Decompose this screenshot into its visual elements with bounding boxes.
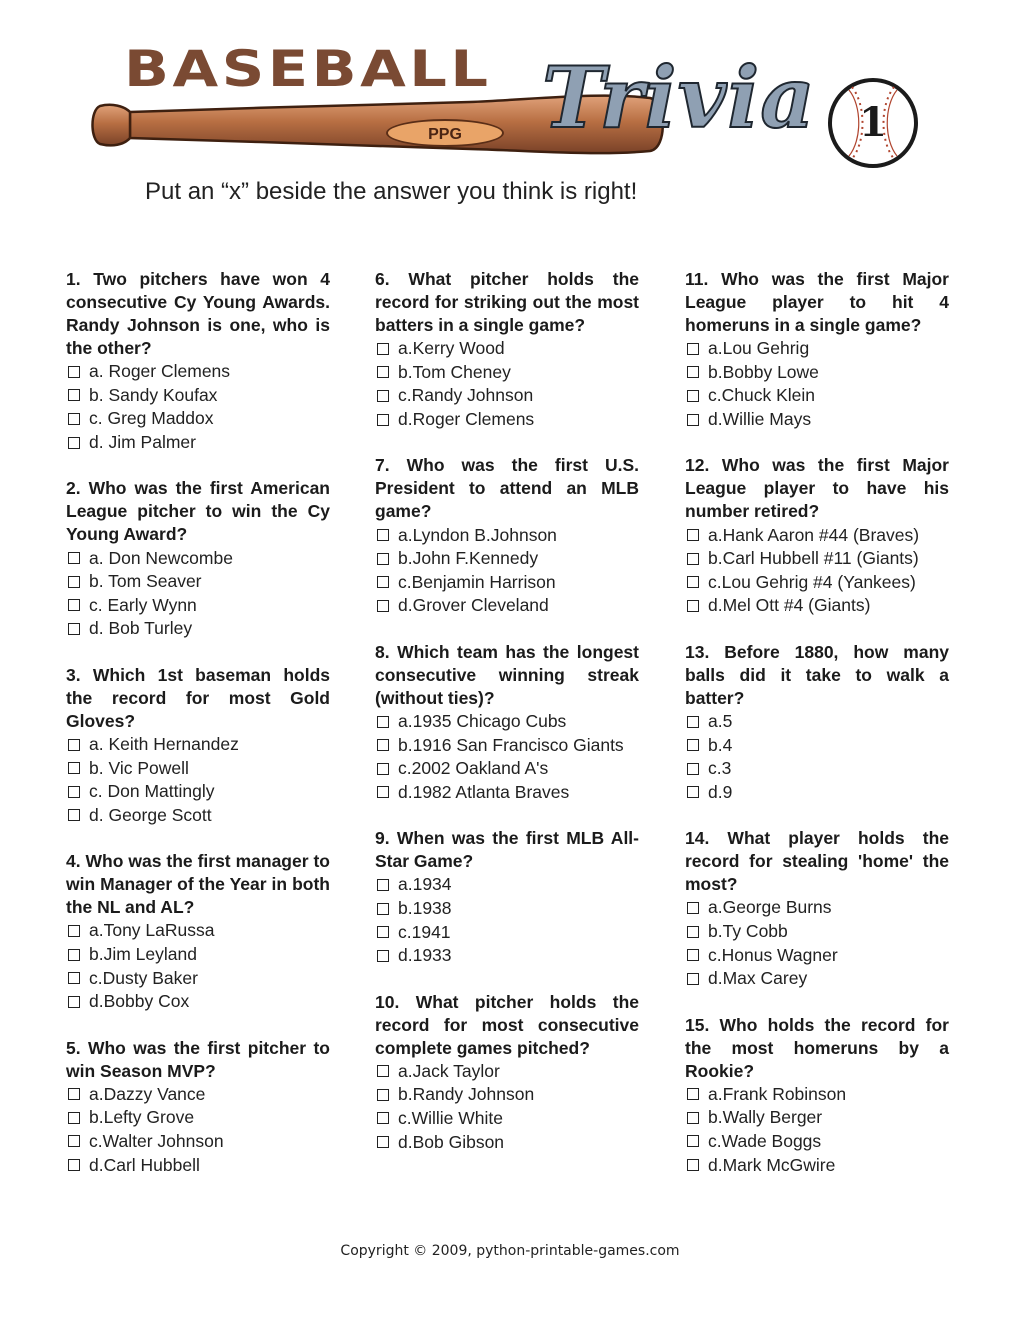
question-block	[375, 454, 639, 617]
question-text: 11. Who was the first Major League player to hit 4 homeruns in a single game?	[685, 269, 949, 335]
answer-label: d.Mark McGwire	[708, 1154, 836, 1175]
answer-checkbox[interactable]	[68, 1088, 80, 1100]
question-text: 10. What pitcher holds the record for most consecutive complete games pitched?	[375, 991, 639, 1058]
answer-checkbox[interactable]	[687, 414, 699, 426]
answer-option	[66, 966, 330, 990]
answer-label: c.Benjamin Harrison	[398, 571, 556, 592]
answer-label: b.1938	[398, 898, 452, 919]
question-column-3	[685, 268, 949, 1200]
answer-checkbox[interactable]	[377, 553, 389, 565]
answer-option	[375, 1130, 639, 1154]
answer-option	[375, 384, 639, 408]
answer-option	[685, 337, 949, 361]
answer-option	[66, 431, 330, 455]
answer-option	[375, 337, 639, 361]
answer-label: a.Jack Taylor	[398, 1060, 500, 1081]
answer-options	[685, 1083, 949, 1177]
answer-label: c.Chuck Klein	[708, 385, 815, 406]
answer-option	[66, 780, 330, 804]
answer-label: b.4	[708, 734, 733, 755]
question-block	[685, 268, 949, 431]
header	[0, 0, 1020, 240]
answer-label: c.Dusty Baker	[89, 967, 198, 988]
answer-checkbox[interactable]	[377, 414, 389, 426]
question-text: 14. What player holds the record for stealing 'home' the most?	[685, 828, 949, 895]
answer-checkbox[interactable]	[377, 1089, 389, 1101]
answer-checkbox[interactable]	[377, 366, 389, 378]
question-block	[66, 664, 330, 827]
answer-option	[375, 594, 639, 618]
answer-label: a.Hank Aaron #44 (Braves)	[708, 524, 920, 545]
answer-option	[66, 1083, 330, 1107]
answer-option	[66, 384, 330, 408]
answer-option	[685, 733, 949, 757]
answer-checkbox[interactable]	[68, 1112, 80, 1124]
answer-label: a. Roger Clemens	[89, 361, 231, 382]
question-block	[66, 850, 330, 1013]
answer-label: c. Early Wynn	[89, 594, 197, 615]
answer-label: b.John F.Kennedy	[398, 548, 539, 569]
answer-checkbox[interactable]	[687, 739, 699, 751]
answer-option	[685, 594, 949, 618]
answer-options	[66, 546, 330, 640]
answer-options	[685, 523, 949, 617]
answer-option	[66, 617, 330, 641]
answer-checkbox[interactable]	[687, 973, 699, 985]
answer-checkbox[interactable]	[68, 552, 80, 564]
question-column-2	[375, 268, 639, 1177]
answer-checkbox[interactable]	[377, 529, 389, 541]
answer-label: b.1916 San Francisco Giants	[398, 734, 624, 755]
answer-label: d.Roger Clemens	[398, 409, 535, 430]
answer-checkbox[interactable]	[687, 763, 699, 775]
answer-option	[375, 757, 639, 781]
answer-label: d.Willie Mays	[708, 409, 812, 430]
answer-checkbox[interactable]	[377, 903, 389, 915]
title-trivia: Trivia	[542, 48, 816, 147]
answer-checkbox[interactable]	[687, 926, 699, 938]
question-block	[375, 268, 639, 431]
question-text: 4. Who was the first manager to win Manager of the Year in both the NL and AL?	[66, 851, 330, 918]
answer-checkbox[interactable]	[68, 389, 80, 401]
answer-option	[685, 547, 949, 571]
answer-option	[66, 990, 330, 1014]
answer-option	[685, 896, 949, 920]
answer-option	[66, 943, 330, 967]
question-text: 9. When was the first MLB All-Star Game?	[375, 828, 639, 872]
answer-checkbox[interactable]	[68, 413, 80, 425]
answer-option	[685, 1153, 949, 1177]
answer-option	[375, 547, 639, 571]
answer-checkbox[interactable]	[68, 739, 80, 751]
answer-option	[66, 756, 330, 780]
answer-label: a.Lou Gehrig	[708, 338, 810, 359]
answer-checkbox[interactable]	[687, 343, 699, 355]
answer-label: d.Max Carey	[708, 968, 808, 989]
question-block	[685, 641, 949, 804]
answer-checkbox[interactable]	[377, 390, 389, 402]
answer-options	[685, 896, 949, 990]
answer-checkbox[interactable]	[68, 925, 80, 937]
answer-options	[66, 733, 330, 827]
answer-options	[66, 360, 330, 454]
title-baseball: BASEBALL	[124, 40, 492, 98]
answer-checkbox[interactable]	[687, 366, 699, 378]
answer-label: c.Walter Johnson	[89, 1130, 224, 1151]
copyright-notice: Copyright © 2009, python-printable-games.com	[340, 1243, 680, 1259]
answer-checkbox[interactable]	[68, 599, 80, 611]
question-text: 3. Which 1st baseman holds the record for most Gold Gloves?	[66, 664, 330, 731]
answer-label: c.1941	[398, 921, 451, 942]
answer-label: d.9	[708, 781, 733, 802]
answer-option	[375, 1060, 639, 1084]
answer-label: c. Greg Maddox	[89, 408, 214, 429]
answer-label: a.Kerry Wood	[398, 338, 505, 359]
answer-checkbox[interactable]	[68, 786, 80, 798]
sheet-number: 1	[859, 99, 887, 146]
answer-options	[375, 523, 639, 617]
answer-option	[375, 733, 639, 757]
answer-label: a.Tony LaRussa	[89, 920, 215, 941]
answer-checkbox[interactable]	[377, 879, 389, 891]
answer-option	[66, 919, 330, 943]
answer-option	[685, 1106, 949, 1130]
answer-checkbox[interactable]	[377, 786, 389, 798]
answer-option	[66, 1153, 330, 1177]
answer-label: b. Tom Seaver	[89, 571, 202, 592]
answer-option	[685, 361, 949, 385]
answer-checkbox[interactable]	[687, 1159, 699, 1171]
question-block	[685, 827, 949, 990]
question-block	[66, 477, 330, 640]
answer-checkbox[interactable]	[377, 926, 389, 938]
answer-label: c.3	[708, 758, 732, 779]
answer-checkbox[interactable]	[687, 1088, 699, 1100]
question-text: 13. Before 1880, how many balls did it take to walk a batter?	[685, 641, 949, 708]
answer-option	[66, 733, 330, 757]
answer-option	[375, 1107, 639, 1131]
answer-label: a.George Burns	[708, 897, 832, 918]
answer-label: b.Ty Cobb	[708, 921, 788, 942]
answer-label: c.Willie White	[398, 1107, 504, 1128]
answer-label: d. Jim Palmer	[89, 432, 196, 453]
answer-label: d. George Scott	[89, 804, 212, 825]
question-block	[375, 827, 639, 967]
answer-option	[375, 361, 639, 385]
answer-checkbox[interactable]	[377, 739, 389, 751]
answer-label: a.Dazzy Vance	[89, 1083, 206, 1104]
answer-checkbox[interactable]	[377, 716, 389, 728]
bat-logo: PPG	[386, 119, 504, 147]
answer-label: d.1933	[398, 945, 452, 966]
answer-option	[375, 571, 639, 595]
answer-checkbox[interactable]	[377, 1065, 389, 1077]
answer-option	[66, 407, 330, 431]
answer-checkbox[interactable]	[68, 1135, 80, 1147]
answer-options	[375, 337, 639, 431]
answer-label: c.Wade Boggs	[708, 1130, 822, 1151]
answer-checkbox[interactable]	[68, 623, 80, 635]
answer-options	[66, 1083, 330, 1177]
answer-option	[66, 546, 330, 570]
answer-label: b.Lefty Grove	[89, 1107, 195, 1128]
answer-label: b.Randy Johnson	[398, 1084, 535, 1105]
answer-option	[375, 920, 639, 944]
answer-option	[685, 757, 949, 781]
answer-label: d.Carl Hubbell	[89, 1154, 200, 1175]
question-text: 6. What pitcher holds the record for striking out the most batters in a single game?	[375, 269, 639, 335]
answer-label: a.5	[708, 711, 733, 732]
answer-option	[375, 710, 639, 734]
answer-label: a. Keith Hernandez	[89, 734, 239, 755]
answer-checkbox[interactable]	[377, 950, 389, 962]
answer-label: b.Tom Cheney	[398, 361, 511, 382]
answer-checkbox[interactable]	[687, 949, 699, 961]
answer-option	[685, 710, 949, 734]
answer-checkbox[interactable]	[687, 902, 699, 914]
question-block	[375, 991, 639, 1154]
answer-label: c.2002 Oakland A's	[398, 758, 549, 779]
answer-option	[375, 897, 639, 921]
answer-option	[375, 1083, 639, 1107]
answer-checkbox[interactable]	[377, 763, 389, 775]
answer-label: d. Bob Turley	[89, 618, 193, 639]
answer-checkbox[interactable]	[68, 809, 80, 821]
answer-checkbox[interactable]	[687, 1135, 699, 1147]
question-text: 2. Who was the first American League pitcher to win the Cy Young Award?	[66, 478, 330, 545]
answer-checkbox[interactable]	[68, 437, 80, 449]
answer-option	[685, 1130, 949, 1154]
question-text: 8. Which team has the longest consecutive winning streak (without ties)?	[375, 641, 639, 708]
instructions: Put an “x” beside the answer you think is right!	[145, 178, 638, 205]
answer-checkbox[interactable]	[687, 553, 699, 565]
answer-option	[685, 920, 949, 944]
answer-option	[66, 594, 330, 618]
answer-label: b.Bobby Lowe	[708, 361, 819, 382]
answer-label: c. Don Mattingly	[89, 781, 215, 802]
answer-options	[685, 337, 949, 431]
answer-option	[375, 408, 639, 432]
question-block	[66, 1037, 330, 1177]
answer-checkbox[interactable]	[68, 366, 80, 378]
answer-label: b.Wally Berger	[708, 1107, 823, 1128]
answer-option	[375, 781, 639, 805]
answer-option	[685, 1083, 949, 1107]
answer-option	[685, 967, 949, 991]
answer-option	[66, 804, 330, 828]
answer-checkbox[interactable]	[68, 762, 80, 774]
question-block	[685, 1014, 949, 1177]
answer-options	[375, 1060, 639, 1154]
answer-label: c.Lou Gehrig #4 (Yankees)	[708, 571, 916, 592]
answer-label: a.1934	[398, 874, 452, 895]
answer-option	[685, 523, 949, 547]
question-text: 1. Two pitchers have won 4 consecutive Cy Young Awards. Randy Johnson is one, who is the other?	[66, 269, 330, 358]
answer-option	[375, 523, 639, 547]
answer-checkbox[interactable]	[68, 1159, 80, 1171]
question-text: 5. Who was the first pitcher to win Season MVP?	[66, 1037, 330, 1081]
question-text: 7. Who was the first U.S. President to attend an MLB game?	[375, 455, 639, 522]
answer-checkbox[interactable]	[687, 1112, 699, 1124]
question-column-1	[66, 268, 330, 1200]
question-block	[66, 268, 330, 454]
question-block	[685, 454, 949, 617]
answer-options	[375, 873, 639, 967]
answer-checkbox[interactable]	[687, 390, 699, 402]
question-text: 15. Who holds the record for the most homeruns by a Rookie?	[685, 1014, 949, 1081]
answer-label: d.1982 Atlanta Braves	[398, 781, 570, 802]
answer-option	[375, 944, 639, 968]
answer-option	[685, 781, 949, 805]
answer-option	[66, 570, 330, 594]
question-text: 12. Who was the first Major League player to have his number retired?	[685, 455, 949, 522]
answer-label: d.Bobby Cox	[89, 991, 190, 1012]
answer-options	[375, 710, 639, 804]
answer-checkbox[interactable]	[68, 576, 80, 588]
answer-option	[66, 1130, 330, 1154]
answer-label: b.Carl Hubbell #11 (Giants)	[708, 548, 919, 569]
answer-label: b.Jim Leyland	[89, 944, 197, 965]
answer-checkbox[interactable]	[68, 949, 80, 961]
answer-checkbox[interactable]	[687, 716, 699, 728]
answer-option	[375, 873, 639, 897]
answer-checkbox[interactable]	[377, 600, 389, 612]
answer-option	[685, 571, 949, 595]
answer-option	[66, 1106, 330, 1130]
answer-label: c.Honus Wagner	[708, 944, 838, 965]
answer-option	[66, 360, 330, 384]
answer-checkbox[interactable]	[687, 576, 699, 588]
answer-label: d.Grover Cleveland	[398, 595, 549, 616]
answer-label: c.Randy Johnson	[398, 385, 534, 406]
answer-checkbox[interactable]	[377, 1112, 389, 1124]
answer-checkbox[interactable]	[687, 786, 699, 798]
answer-label: b. Sandy Koufax	[89, 384, 218, 405]
answer-option	[685, 408, 949, 432]
answer-label: a.Lyndon B.Johnson	[398, 524, 557, 545]
answer-option	[685, 384, 949, 408]
answer-label: b. Vic Powell	[89, 757, 189, 778]
answer-checkbox[interactable]	[687, 529, 699, 541]
answer-options	[66, 919, 330, 1013]
question-block	[375, 641, 639, 804]
answer-label: d.Bob Gibson	[398, 1131, 505, 1152]
answer-options	[685, 710, 949, 804]
answer-checkbox[interactable]	[377, 1136, 389, 1148]
answer-label: d.Mel Ott #4 (Giants)	[708, 595, 871, 616]
answer-checkbox[interactable]	[377, 343, 389, 355]
answer-label: a. Don Newcombe	[89, 547, 233, 568]
answer-label: a.Frank Robinson	[708, 1083, 847, 1104]
answer-option	[685, 943, 949, 967]
answer-checkbox[interactable]	[68, 996, 80, 1008]
answer-checkbox[interactable]	[687, 600, 699, 612]
answer-checkbox[interactable]	[68, 972, 80, 984]
answer-label: a.1935 Chicago Cubs	[398, 711, 567, 732]
answer-checkbox[interactable]	[377, 576, 389, 588]
